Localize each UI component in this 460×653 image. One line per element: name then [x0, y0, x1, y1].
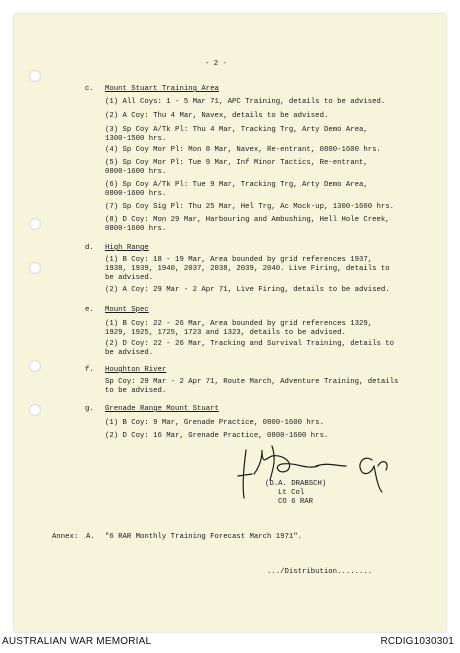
list-item-line: (1) B Coy: 9 Mar, Grenade Practice, 0800-1600 hrs.	[105, 419, 324, 427]
list-item-line: 0800-1600 hrs.	[105, 168, 167, 177]
list-item-line: to be advised.	[105, 387, 167, 396]
list-item-line: (4) Sp Coy Mor Pl: Mon 8 Mar, Navex, Re-entrant, 0800-1600 hrs.	[105, 146, 381, 154]
footer-archive-name: AUSTRALIAN WAR MEMORIAL	[2, 636, 152, 647]
punch-hole	[29, 218, 41, 230]
list-item-line: be advised.	[105, 274, 154, 283]
section-letter: f.	[85, 366, 94, 374]
list-item-line: 0800-1600 hrs.	[105, 190, 167, 199]
page-number: - 2 -	[205, 60, 227, 68]
signatory-appointment: CO 6 RAR	[278, 498, 314, 506]
list-item-line: (7) Sp Coy Sig Pl: Thu 25 Mar, Hel Trg, Ac Mock-up, 1300-1600 hrs.	[105, 203, 395, 211]
list-item-line: Sp Coy: 29 Mar - 2 Apr 71, Route March, Adventure Training, details	[105, 378, 399, 386]
punch-hole	[29, 360, 41, 372]
list-item-line: (3) Sp Coy A/Tk Pl: Thu 4 Mar, Tracking Trg, Arty Demo Area,	[105, 126, 368, 134]
section-heading: Mount Stuart Training Area	[105, 85, 219, 93]
section-heading: High Range	[105, 244, 149, 252]
list-item-line: (6) Sp Coy A/Tk Pl: Tue 9 Mar, Tracking Trg, Arty Demo Area,	[105, 181, 368, 189]
list-item-line: (2) D Coy: 22 - 26 Mar, Tracking and Survival Training, details to	[105, 340, 395, 348]
section-letter: d.	[85, 244, 94, 252]
signatory-name: (D.A. DRABSCH)	[265, 480, 327, 488]
punch-hole	[29, 70, 41, 82]
section-letter: g.	[85, 405, 94, 413]
list-item-line: 1929, 1925, 1725, 1723 and 1323, details to be advised.	[105, 329, 346, 338]
list-item-line: (2) A Coy: 29 Mar - 2 Apr 71, Live Firing, details to be advised.	[105, 286, 390, 294]
footer-record-id: RCDIG1030301	[380, 636, 454, 647]
list-item-line: 0800-1600 hrs.	[105, 225, 167, 234]
list-item-line: (1) B Coy: 18 - 19 Mar, Area bounded by grid references 1937,	[105, 256, 373, 264]
annex-label: Annex:	[52, 533, 79, 541]
annex-title: "6 RAR Monthly Training Forecast March 1971".	[105, 533, 303, 541]
list-item-line: (5) Sp Coy Mor Pl: Tue 9 Mar, Inf Minor Tactics, Re-entrant,	[105, 159, 368, 167]
section-letter: e.	[85, 306, 94, 314]
list-item-line: (8) D Coy: Mon 29 Mar, Harbouring and Ambushing, Hell Hole Creek,	[105, 216, 390, 224]
list-item-line: (2) A Coy: Thu 4 Mar, Navex, details to be advised.	[105, 112, 329, 120]
punch-hole	[29, 404, 41, 416]
section-letter: c.	[85, 85, 94, 93]
list-item-line: (1) B Coy: 22 - 26 Mar, Area bounded by grid references 1329,	[105, 320, 373, 328]
section-heading: Mount Spec	[105, 306, 149, 314]
list-item-line: 1300-1500 hrs.	[105, 135, 167, 144]
handwritten-signature	[232, 436, 392, 506]
list-item-line: (1) All Coys: 1 - 5 Mar 71, APC Training, details to be advised.	[105, 98, 386, 106]
punch-hole	[29, 262, 41, 274]
section-heading: Houghton River	[105, 366, 167, 374]
annex-letter: A.	[86, 533, 95, 541]
list-item-line: (2) D Coy: 16 Mar, Grenade Practice, 0800-1600 hrs.	[105, 432, 329, 440]
signatory-rank: Lt Col	[278, 489, 305, 497]
list-item-line: 1938, 1939, 1940, 2037, 2038, 2039, 2040. Live Firing, details to	[105, 265, 390, 274]
list-item-line: be advised.	[105, 349, 154, 358]
section-heading: Grenade Range Mount Stuart	[105, 405, 219, 413]
distribution-note: .../Distribution........	[267, 568, 373, 576]
